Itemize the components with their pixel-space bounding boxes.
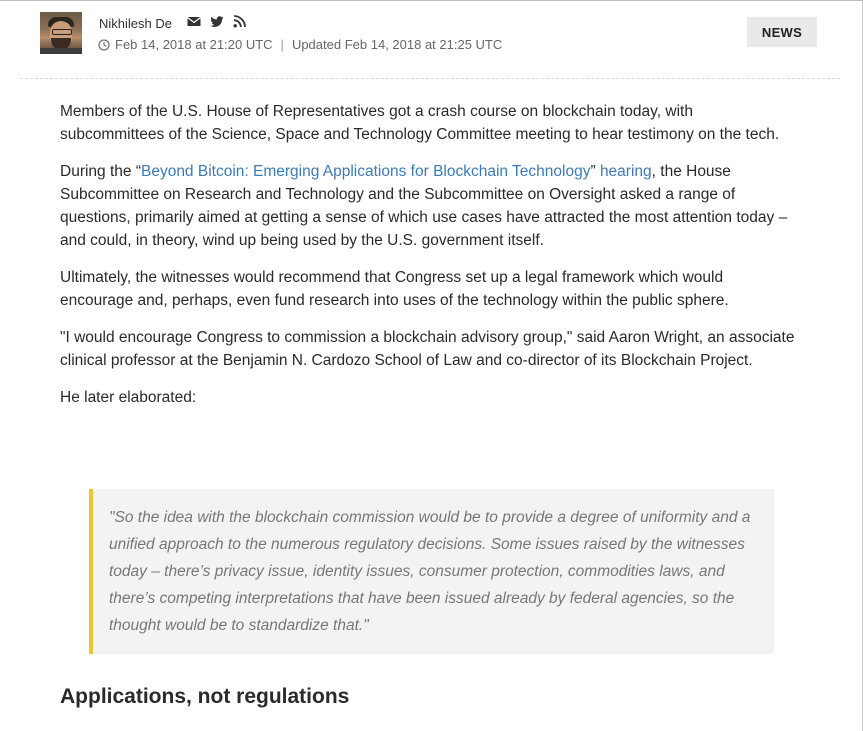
hearing-link[interactable]: hearing bbox=[599, 163, 652, 180]
clock-icon bbox=[98, 39, 110, 51]
window-top-border bbox=[0, 0, 863, 1]
article-paragraph: He later elaborated: bbox=[60, 389, 197, 406]
blockquote bbox=[89, 489, 774, 654]
publish-date: Feb 14, 2018 at 21:20 UTC bbox=[115, 37, 273, 52]
article-body bbox=[60, 100, 800, 423]
author-name-link[interactable]: Nikhilesh De bbox=[99, 16, 172, 31]
twitter-icon[interactable] bbox=[210, 15, 224, 28]
article-byline bbox=[40, 12, 820, 56]
author-social-links bbox=[187, 15, 247, 28]
article-paragraph: During the “Beyond Bitcoin: Emerging Applications for Blockchain Technology” hearing, the House Subcommittee on Research and Technology and the Subcommittee on Oversight asked a range of questions, primarily aimed at getting a sense of which use cases have attracted the most attention today – and could, in theory, wind up being used by the U.S. government itself. bbox=[60, 163, 788, 249]
author-avatar[interactable] bbox=[40, 12, 82, 54]
publish-meta bbox=[98, 37, 502, 52]
article-paragraph: Ultimately, the witnesses would recommend that Congress set up a legal framework which would encourage and, perhaps, even fund research into uses of the technology within the public sphere. bbox=[60, 269, 729, 309]
hearing-title-link[interactable]: Beyond Bitcoin: Emerging Applications for Blockchain Technology bbox=[140, 163, 591, 180]
article-paragraph: Members of the U.S. House of Representatives got a crash course on blockchain today, with subcommittees of the Science, Space and Technology Committee meeting to hear testimony on the tech. bbox=[60, 103, 780, 143]
meta-separator: | bbox=[280, 37, 284, 52]
news-tag-button[interactable]: NEWS bbox=[747, 17, 817, 47]
updated-label: Updated bbox=[291, 37, 342, 52]
updated-date: Feb 14, 2018 at 21:25 UTC bbox=[344, 37, 503, 52]
rss-icon[interactable] bbox=[233, 15, 247, 28]
article-paragraph: "I would encourage Congress to commission a blockchain advisory group," said Aaron Wright, an associate clinical professor at the Benjamin N. Cardozo School of Law and co-director of its Blockchain Project. bbox=[60, 329, 795, 369]
envelope-icon[interactable] bbox=[187, 15, 201, 28]
blockquote-text: "So the idea with the blockchain commission would be to provide a degree of uniformity and a unified approach to the numerous regulatory decisions. Some issues raised by the witnesses today – there’s privacy issue, identity issues, consumer protection, commodities laws, and there’s competing interpretations that have been issued already by federal agencies, so the thought would be to standardize that." bbox=[109, 509, 751, 634]
header-divider bbox=[20, 78, 840, 79]
section-heading: Applications, not regulations bbox=[60, 685, 350, 708]
